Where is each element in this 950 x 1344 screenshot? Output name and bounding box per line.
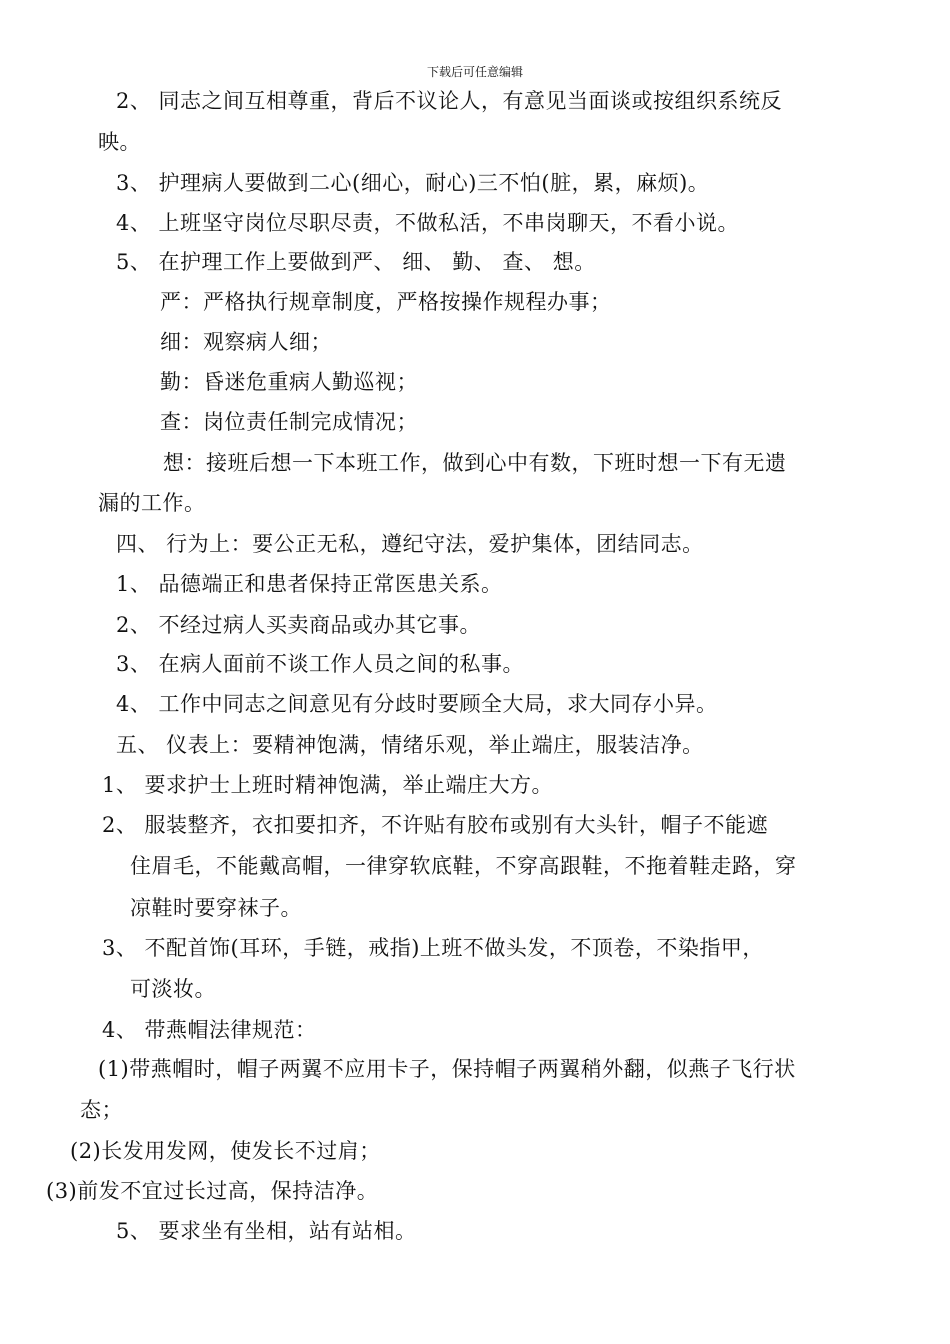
section-heading: 四、 行为上：要公正无私，遵纪守法，爱护集体，团结同志。	[116, 532, 704, 556]
text-line: 住眉毛，不能戴高帽，一律穿软底鞋，不穿高跟鞋，不拖着鞋走路，穿	[130, 854, 797, 878]
text-line: 可淡妆。	[130, 977, 216, 1001]
text-line: 凉鞋时要穿袜子。	[130, 896, 302, 920]
text-line: 5、 在护理工作上要做到严、 细、 勤、 查、 想。	[116, 250, 596, 274]
text-line: 1、 品德端正和患者保持正常医患关系。	[116, 572, 503, 596]
page-header: 下载后可任意编辑	[426, 65, 523, 79]
text-line: 漏的工作。	[98, 491, 206, 515]
text-line: 4、 上班坚守岗位尽职尽责，不做私活，不串岗聊天，不看小说。	[116, 211, 740, 235]
text-line: 查：岗位责任制完成情况；	[160, 410, 418, 434]
text-line: 1、 要求护士上班时精神饱满，举止端庄大方。	[102, 773, 554, 797]
text-line: 严：严格执行规章制度，严格按操作规程办事；	[160, 290, 612, 314]
text-line: (1)带燕帽时，帽子两翼不应用卡子，保持帽子两翼稍外翻，似燕子飞行状	[98, 1057, 796, 1081]
section-heading: 五、 仪表上：要精神饱满，情绪乐观，举止端庄，服装洁净。	[116, 733, 704, 757]
text-line: 2、 不经过病人买卖商品或办其它事。	[116, 613, 482, 637]
text-line: 3、 不配首饰(耳环，手链，戒指)上班不做头发，不顶卷，不染指甲，	[102, 936, 764, 960]
text-line: 3、 在病人面前不谈工作人员之间的私事。	[116, 652, 525, 676]
text-line: 映。	[98, 130, 141, 154]
text-line: 5、 要求坐有坐相，站有站相。	[116, 1219, 417, 1243]
text-line: 态；	[80, 1098, 123, 1122]
text-line: 勤：昏迷危重病人勤巡视；	[160, 370, 418, 394]
text-line: 2、 服装整齐，衣扣要扣齐，不许贴有胶布或别有大头针，帽子不能遮	[102, 813, 769, 837]
text-line: 2、 同志之间互相尊重，背后不议论人，有意见当面谈或按组织系统反	[116, 89, 783, 113]
text-line: 3、 护理病人要做到二心(细心，耐心)三不怕(脏，累，麻烦)。	[116, 171, 710, 195]
text-line: 想：接班后想一下本班工作，做到心中有数，下班时想一下有无遗	[163, 451, 787, 475]
text-line: (3)前发不宜过长过高，保持洁净。	[46, 1179, 379, 1203]
text-line: (2)长发用发网，使发长不过肩；	[70, 1139, 381, 1163]
text-line: 4、 工作中同志之间意见有分歧时要顾全大局，求大同存小异。	[116, 692, 718, 716]
text-line: 4、 带燕帽法律规范：	[102, 1018, 317, 1042]
text-line: 细：观察病人细；	[160, 330, 332, 354]
